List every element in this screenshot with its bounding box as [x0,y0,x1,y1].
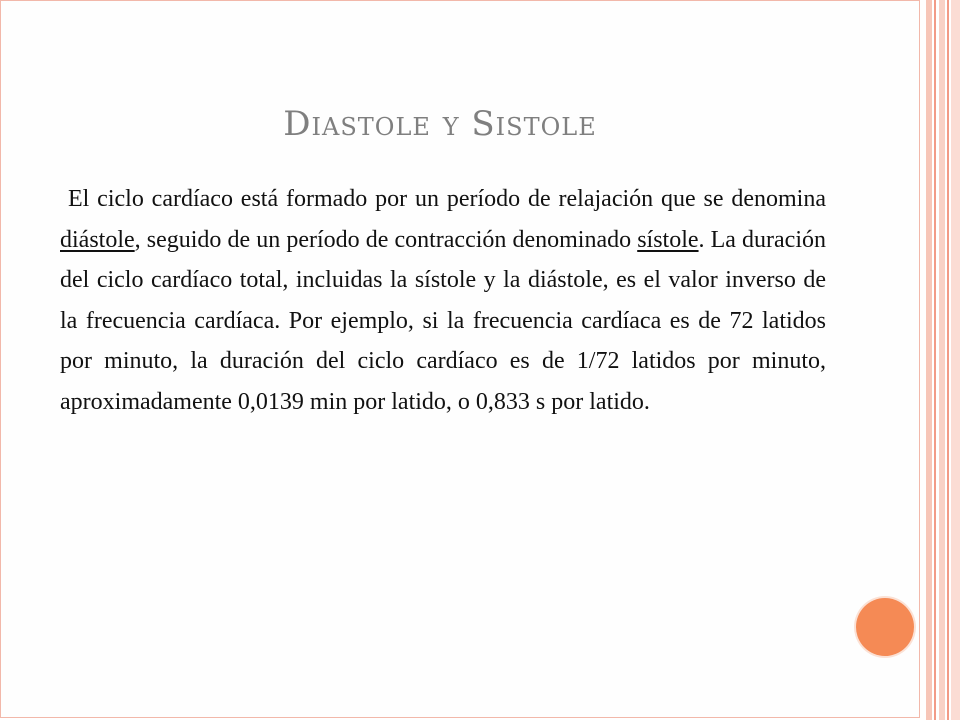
term-diastole: diástole [60,226,135,253]
term-systole: sístole [637,226,699,253]
paragraph-text-part-2: , seguido de un período de contracción denominado [134,226,638,253]
stripe [934,0,936,720]
body-paragraph [60,179,826,422]
stripe [951,0,960,720]
paragraph-text-part-3: . La duración del ciclo cardíaco total, incluidas la sístole y la diástole, es el valor inverso de la frecuencia cardíaca. Por ejemplo, si la frecuencia cardíaca es de 72 latidos por minuto, la duración del ciclo cardíaco es de 1/72 latidos por minuto, aproximadamente 0,0139 min por latido, o 0,833 s por latido. [60,226,826,415]
paragraph-text-part-1: El ciclo cardíaco está formado por un período de relajación que se denomina [68,186,826,212]
decorative-stripes [920,0,960,720]
orange-circle-icon [856,598,914,656]
stripe [926,0,932,720]
stripe [947,0,949,720]
slide-title: Diastole y Sistole [283,104,597,144]
stripe [939,0,945,720]
